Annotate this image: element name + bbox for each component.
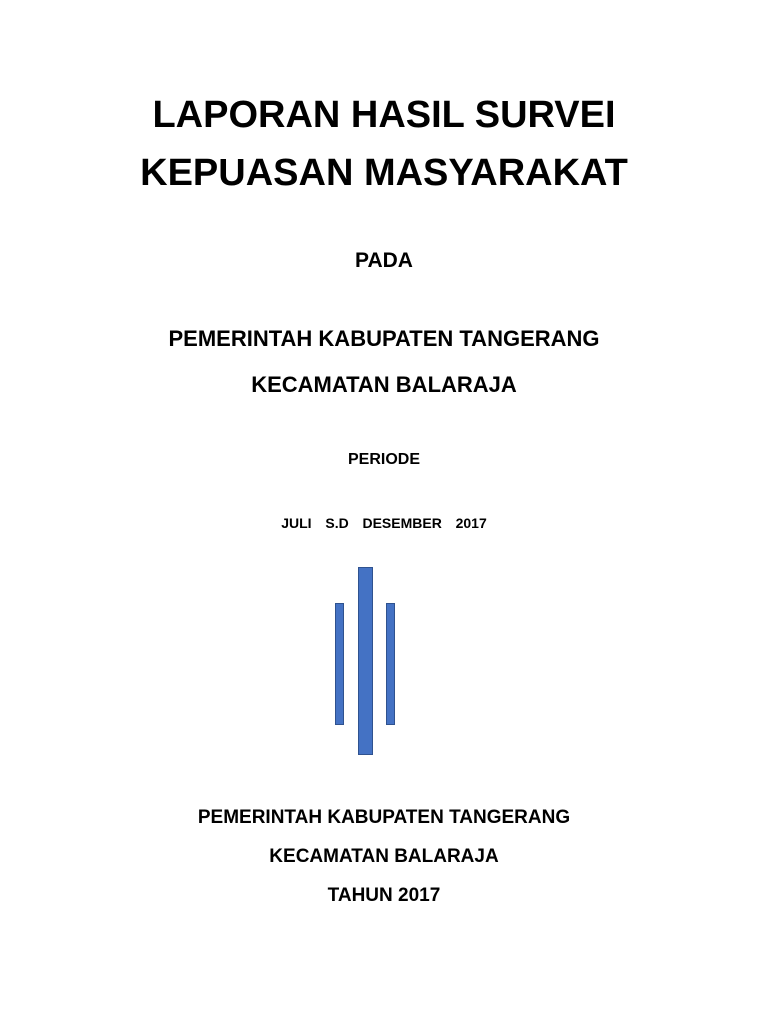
period-value: JULI S.D DESEMBER 2017	[281, 515, 487, 531]
organization-line-1: PEMERINTAH KABUPATEN TANGERANG	[168, 326, 600, 351]
logo-bar-left	[335, 603, 344, 725]
footer-year: TAHUN 2017	[327, 885, 441, 906]
organization-line-2: KECAMATAN BALARAJA	[251, 372, 517, 397]
period-label: PERIODE	[347, 451, 420, 468]
report-title-line-2: KEPUASAN MASYARAKAT	[140, 152, 628, 194]
footer-organization-line-1: PEMERINTAH KABUPATEN TANGERANG	[197, 807, 571, 828]
logo-bar-right	[386, 603, 395, 725]
subtitle-pada: PADA	[355, 249, 413, 272]
logo-bar-center	[358, 567, 373, 755]
report-title-line-1: LAPORAN HASIL SURVEI	[152, 94, 616, 136]
footer-organization-line-2: KECAMATAN BALARAJA	[269, 846, 499, 867]
